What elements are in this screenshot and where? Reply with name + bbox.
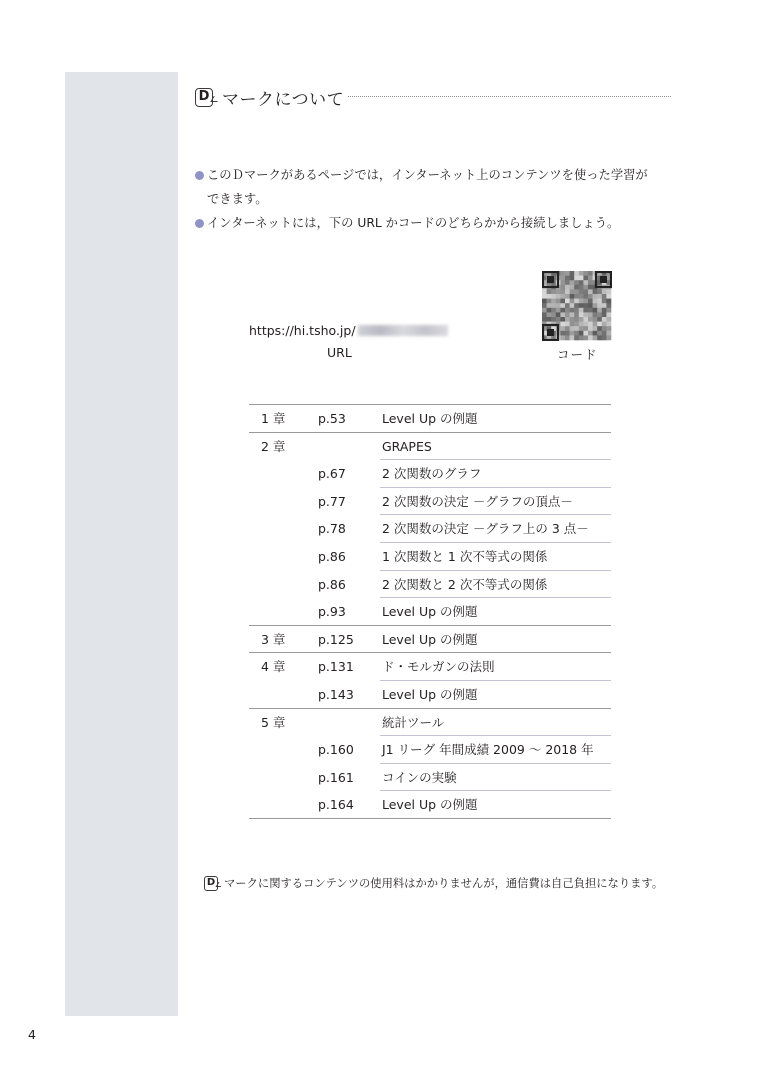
bullet-dot-icon — [195, 219, 204, 228]
chapter-cell: 1 章 — [261, 411, 286, 426]
table-row — [249, 543, 611, 571]
table-row — [249, 709, 611, 737]
chapter-cell: 2 章 — [261, 438, 286, 454]
page-cell: p.53 — [318, 411, 346, 426]
page-cell: p.160 — [318, 742, 354, 758]
heading-dotted-rule — [348, 96, 671, 97]
url-text: https://hi.tsho.jp/ — [249, 323, 356, 338]
heading-title: マークについて — [222, 89, 345, 110]
table-row — [249, 515, 611, 543]
chapter-cell: 3 章 — [261, 631, 286, 647]
redacted-url-path — [358, 325, 448, 336]
page-cell: p.67 — [318, 466, 346, 482]
table-bottom-rule — [249, 818, 611, 819]
title-cell: 1 次関数と 1 次不等式の関係 — [382, 548, 548, 564]
title-cell: 2 次関数の決定 －グラフ上の 3 点－ — [382, 521, 589, 537]
access-url[interactable] — [249, 323, 448, 338]
title-cell: Level Up の例題 — [382, 411, 478, 426]
title-cell: コインの実験 — [382, 769, 457, 785]
page-margin-band — [65, 72, 178, 1016]
d-mark-icon: D — [195, 88, 219, 107]
table-row — [249, 598, 611, 626]
title-cell: 統計ツール — [382, 714, 445, 730]
footnote-text: マークに関するコンテンツの使用料はかかりませんが，通信費は自己負担になります。 — [224, 877, 664, 890]
title-cell: J1 リーグ 年間成績 2009 〜 2018 年 — [382, 742, 594, 758]
qr-caption: コード — [557, 347, 598, 362]
title-cell: Level Up の例題 — [382, 631, 478, 647]
page-cell: p.86 — [318, 548, 346, 564]
bullet-list — [195, 163, 685, 235]
url-caption: URL — [327, 345, 352, 360]
title-cell: 2 次関数の決定 －グラフの頂点－ — [382, 493, 573, 509]
chapter-cell: 5 章 — [261, 714, 286, 730]
table-row — [249, 626, 611, 654]
footnote — [204, 875, 663, 891]
table-row — [249, 488, 611, 516]
bullet-item — [195, 163, 685, 187]
page-cell: p.164 — [318, 797, 354, 813]
table-row — [249, 681, 611, 709]
title-cell: Level Up の例題 — [382, 686, 478, 702]
page-cell: p.143 — [318, 686, 354, 702]
table-row — [249, 460, 611, 488]
bullet-text: インターネットには，下の URL かコードのどちらかから接続しましょう。 — [207, 216, 620, 230]
title-cell: Level Up の例題 — [382, 797, 478, 813]
title-cell: 2 次関数と 2 次不等式の関係 — [382, 576, 548, 592]
title-cell: GRAPES — [382, 438, 432, 454]
title-cell: ド・モルガンの法則 — [382, 659, 495, 675]
chapter-cell: 4 章 — [261, 659, 286, 675]
contents-table — [249, 404, 611, 819]
page-cell: p.78 — [318, 521, 346, 537]
table-row — [249, 405, 611, 433]
page-cell: p.86 — [318, 576, 346, 592]
table-row — [249, 571, 611, 599]
qr-code-icon[interactable] — [542, 271, 612, 341]
page-cell: p.77 — [318, 493, 346, 509]
bullet-item — [195, 211, 685, 235]
page-cell: p.93 — [318, 604, 346, 620]
title-cell: 2 次関数のグラフ — [382, 466, 482, 482]
table-row — [249, 736, 611, 764]
d-mark-icon: D — [204, 876, 222, 891]
table-row — [249, 433, 611, 461]
table-row — [249, 791, 611, 819]
bullet-text: このＤマークがあるページでは，インターネット上のコンテンツを使った学習が — [207, 168, 648, 182]
page-cell: p.125 — [318, 631, 354, 647]
page-number: 4 — [28, 1027, 36, 1042]
title-cell: Level Up の例題 — [382, 604, 478, 620]
page-cell: p.131 — [318, 659, 354, 675]
table-row — [249, 764, 611, 792]
section-heading — [195, 85, 344, 109]
page-cell: p.161 — [318, 769, 354, 785]
bullet-continuation: できます。 — [207, 192, 268, 206]
bullet-dot-icon — [195, 171, 204, 180]
table-row — [249, 653, 611, 681]
